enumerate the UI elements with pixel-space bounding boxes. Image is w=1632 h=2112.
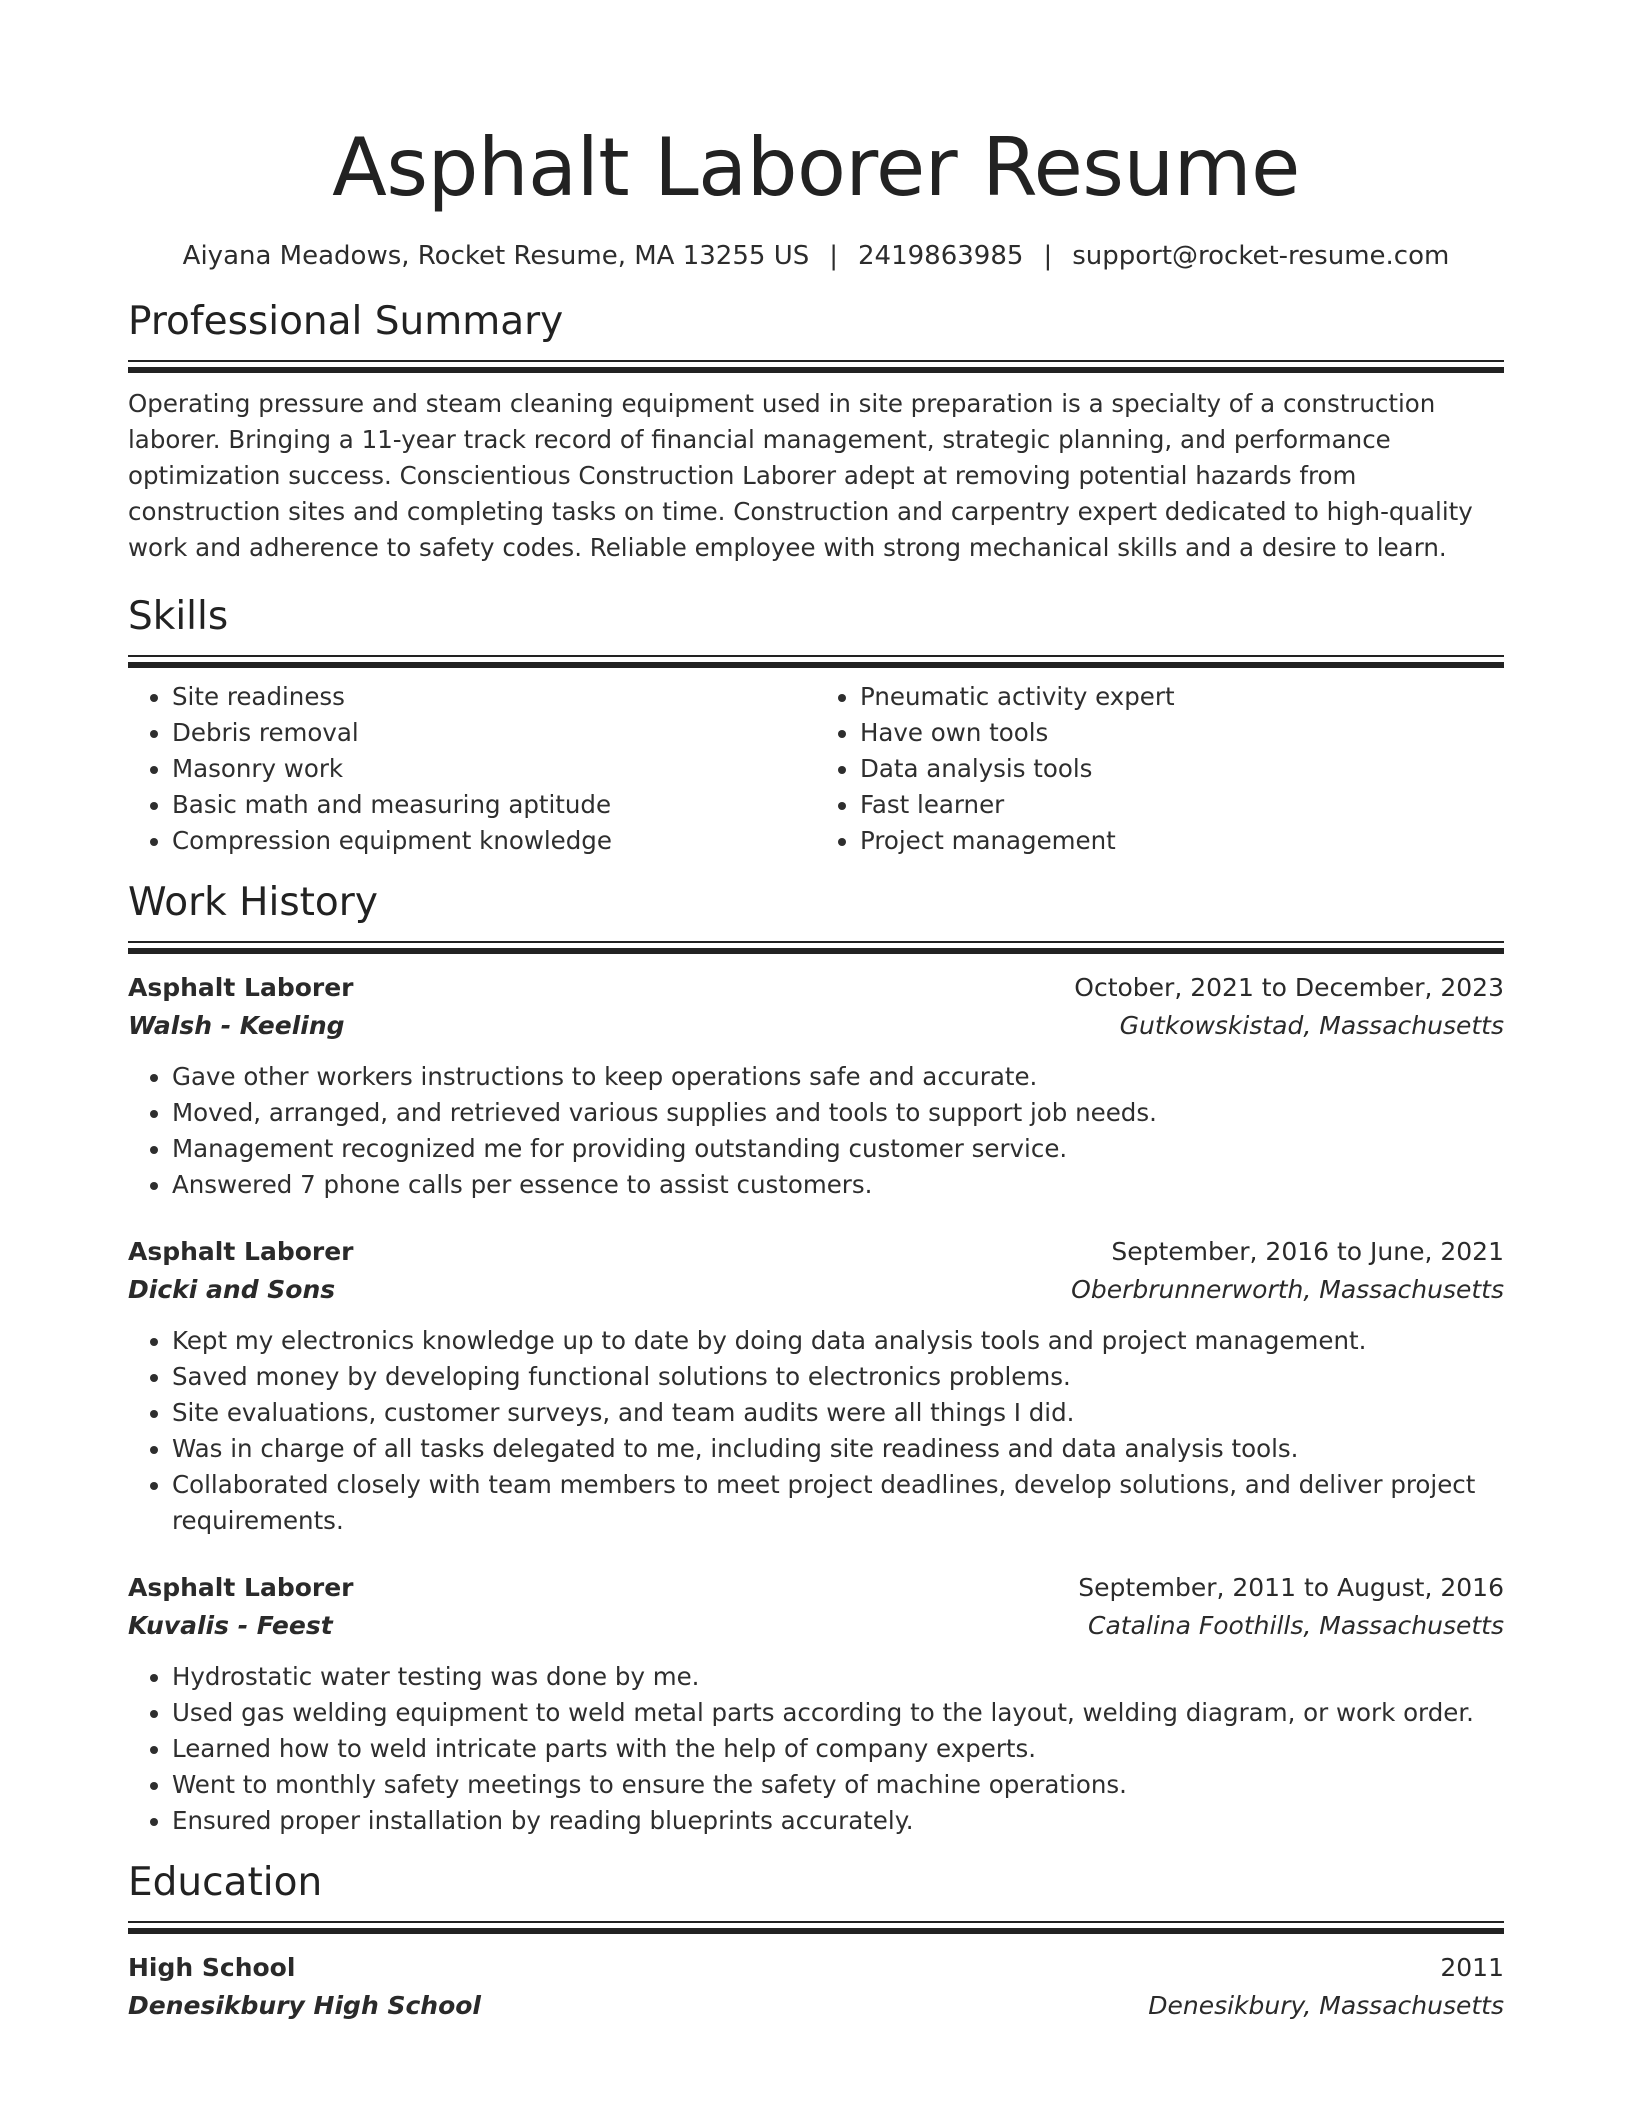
contact-separator: | [829, 241, 839, 271]
summary-text: Operating pressure and steam cleaning equipment used in site preparation is a specialty of a construction laborer. Bringing a 11-year track record of financial management, strategic planning, and performance optimization success. Conscientious Construction Laborer adept at removing potential hazards from construction sites and completing tasks on time. Construction and carpentry expert dedicated to high-quality work and adherence to safety codes. Reliable employee with strong mechanical skills and a desire to learn. [128, 389, 1473, 562]
job-bullet: • Answered 7 phone calls per essence to assist customers. [172, 1167, 1504, 1203]
contact-line [128, 238, 1504, 274]
job-header-row [128, 1233, 1504, 1271]
job-title: Asphalt Laborer [128, 1236, 354, 1266]
job-company: Kuvalis - Feest [128, 1610, 333, 1640]
education-location: Denesikbury, Massachusetts [1148, 1990, 1504, 2020]
job-entry [128, 969, 1504, 1203]
job-bullets [128, 1323, 1504, 1539]
education-header-row [128, 1949, 1504, 1987]
skill-item: • Masonry work [172, 751, 816, 787]
skill-item: • Have own tools [860, 715, 1504, 751]
skill-item: • Site readiness [172, 679, 816, 715]
education-entry [128, 1949, 1504, 2025]
job-dates: September, 2011 to August, 2016 [1078, 1572, 1504, 1602]
job-company: Dicki and Sons [128, 1274, 336, 1304]
skills-columns [128, 679, 1504, 859]
summary-section [128, 296, 1504, 566]
job-bullet: • Saved money by developing functional solutions to electronics problems. [172, 1359, 1504, 1395]
section-heading-skills: Skills [128, 593, 229, 639]
job-location: Oberbrunnerworth, Massachusetts [1071, 1274, 1504, 1304]
section-heading-education: Education [128, 1859, 323, 1905]
job-bullets [128, 1059, 1504, 1203]
job-bullet: • Moved, arranged, and retrieved various supplies and tools to support job needs. [172, 1095, 1504, 1131]
job-bullet: • Kept my electronics knowledge up to date by doing data analysis tools and project management. [172, 1323, 1504, 1359]
skill-item: • Pneumatic activity expert [860, 679, 1504, 715]
education-degree: High School [128, 1952, 296, 1982]
job-company: Walsh - Keeling [128, 1010, 345, 1040]
contact-email: support@rocket-resume.com [1072, 241, 1450, 271]
job-bullet: • Gave other workers instructions to keep operations safe and accurate. [172, 1059, 1504, 1095]
job-title: Asphalt Laborer [128, 1572, 354, 1602]
job-header-row [128, 969, 1504, 1007]
job-bullet: • Site evaluations, customer surveys, and team audits were all things I did. [172, 1395, 1504, 1431]
job-location: Gutkowskistad, Massachusetts [1119, 1010, 1504, 1040]
skill-item: • Data analysis tools [860, 751, 1504, 787]
education-school: Denesikbury High School [128, 1990, 481, 2020]
job-company-row [128, 1007, 1504, 1045]
job-bullet: • Used gas welding equipment to weld metal parts according to the layout, welding diagram, or work order. [172, 1695, 1504, 1731]
job-bullet: • Ensured proper installation by reading blueprints accurately. [172, 1803, 1504, 1839]
section-divider [128, 360, 1504, 374]
job-header-row [128, 1569, 1504, 1607]
job-bullet: • Learned how to weld intricate parts with the help of company experts. [172, 1731, 1504, 1767]
job-bullet: • Management recognized me for providing outstanding customer service. [172, 1131, 1504, 1167]
education-school-row [128, 1987, 1504, 2025]
job-bullet: • Was in charge of all tasks delegated to me, including site readiness and data analysis tools. [172, 1431, 1504, 1467]
skills-list-left [128, 679, 816, 859]
section-divider [128, 1921, 1504, 1935]
job-title: Asphalt Laborer [128, 972, 354, 1002]
education-section [128, 1857, 1504, 2025]
job-bullet: • Went to monthly safety meetings to ensure the safety of machine operations. [172, 1767, 1504, 1803]
job-bullets [128, 1659, 1504, 1839]
section-heading-work-history: Work History [128, 879, 378, 925]
work-history-section [128, 877, 1504, 1839]
skill-item: • Project management [860, 823, 1504, 859]
education-year: 2011 [1440, 1952, 1504, 1982]
job-dates: September, 2016 to June, 2021 [1111, 1236, 1504, 1266]
contact-address: Aiyana Meadows, Rocket Resume, MA 13255 US [182, 241, 810, 271]
skills-section [128, 591, 1504, 859]
contact-separator: | [1043, 241, 1053, 271]
skill-item: • Debris removal [172, 715, 816, 751]
skills-list-right [816, 679, 1504, 859]
job-company-row [128, 1607, 1504, 1645]
job-dates: October, 2021 to December, 2023 [1074, 972, 1504, 1002]
skill-item: • Basic math and measuring aptitude [172, 787, 816, 823]
job-location: Catalina Foothills, Massachusetts [1087, 1610, 1504, 1640]
job-bullet: • Hydrostatic water testing was done by me. [172, 1659, 1504, 1695]
job-entry [128, 1233, 1504, 1539]
section-divider [128, 941, 1504, 955]
skill-item: • Fast learner [860, 787, 1504, 823]
job-entry [128, 1569, 1504, 1839]
section-divider [128, 655, 1504, 669]
section-heading-summary: Professional Summary [128, 299, 564, 344]
job-bullet: • Collaborated closely with team members to meet project deadlines, develop solutions, and deliver project requirements. [172, 1467, 1504, 1539]
contact-phone: 2419863985 [858, 241, 1024, 271]
resume-title: Asphalt Laborer Resume [332, 121, 1300, 214]
skill-item: • Compression equipment knowledge [172, 823, 816, 859]
job-company-row [128, 1271, 1504, 1309]
